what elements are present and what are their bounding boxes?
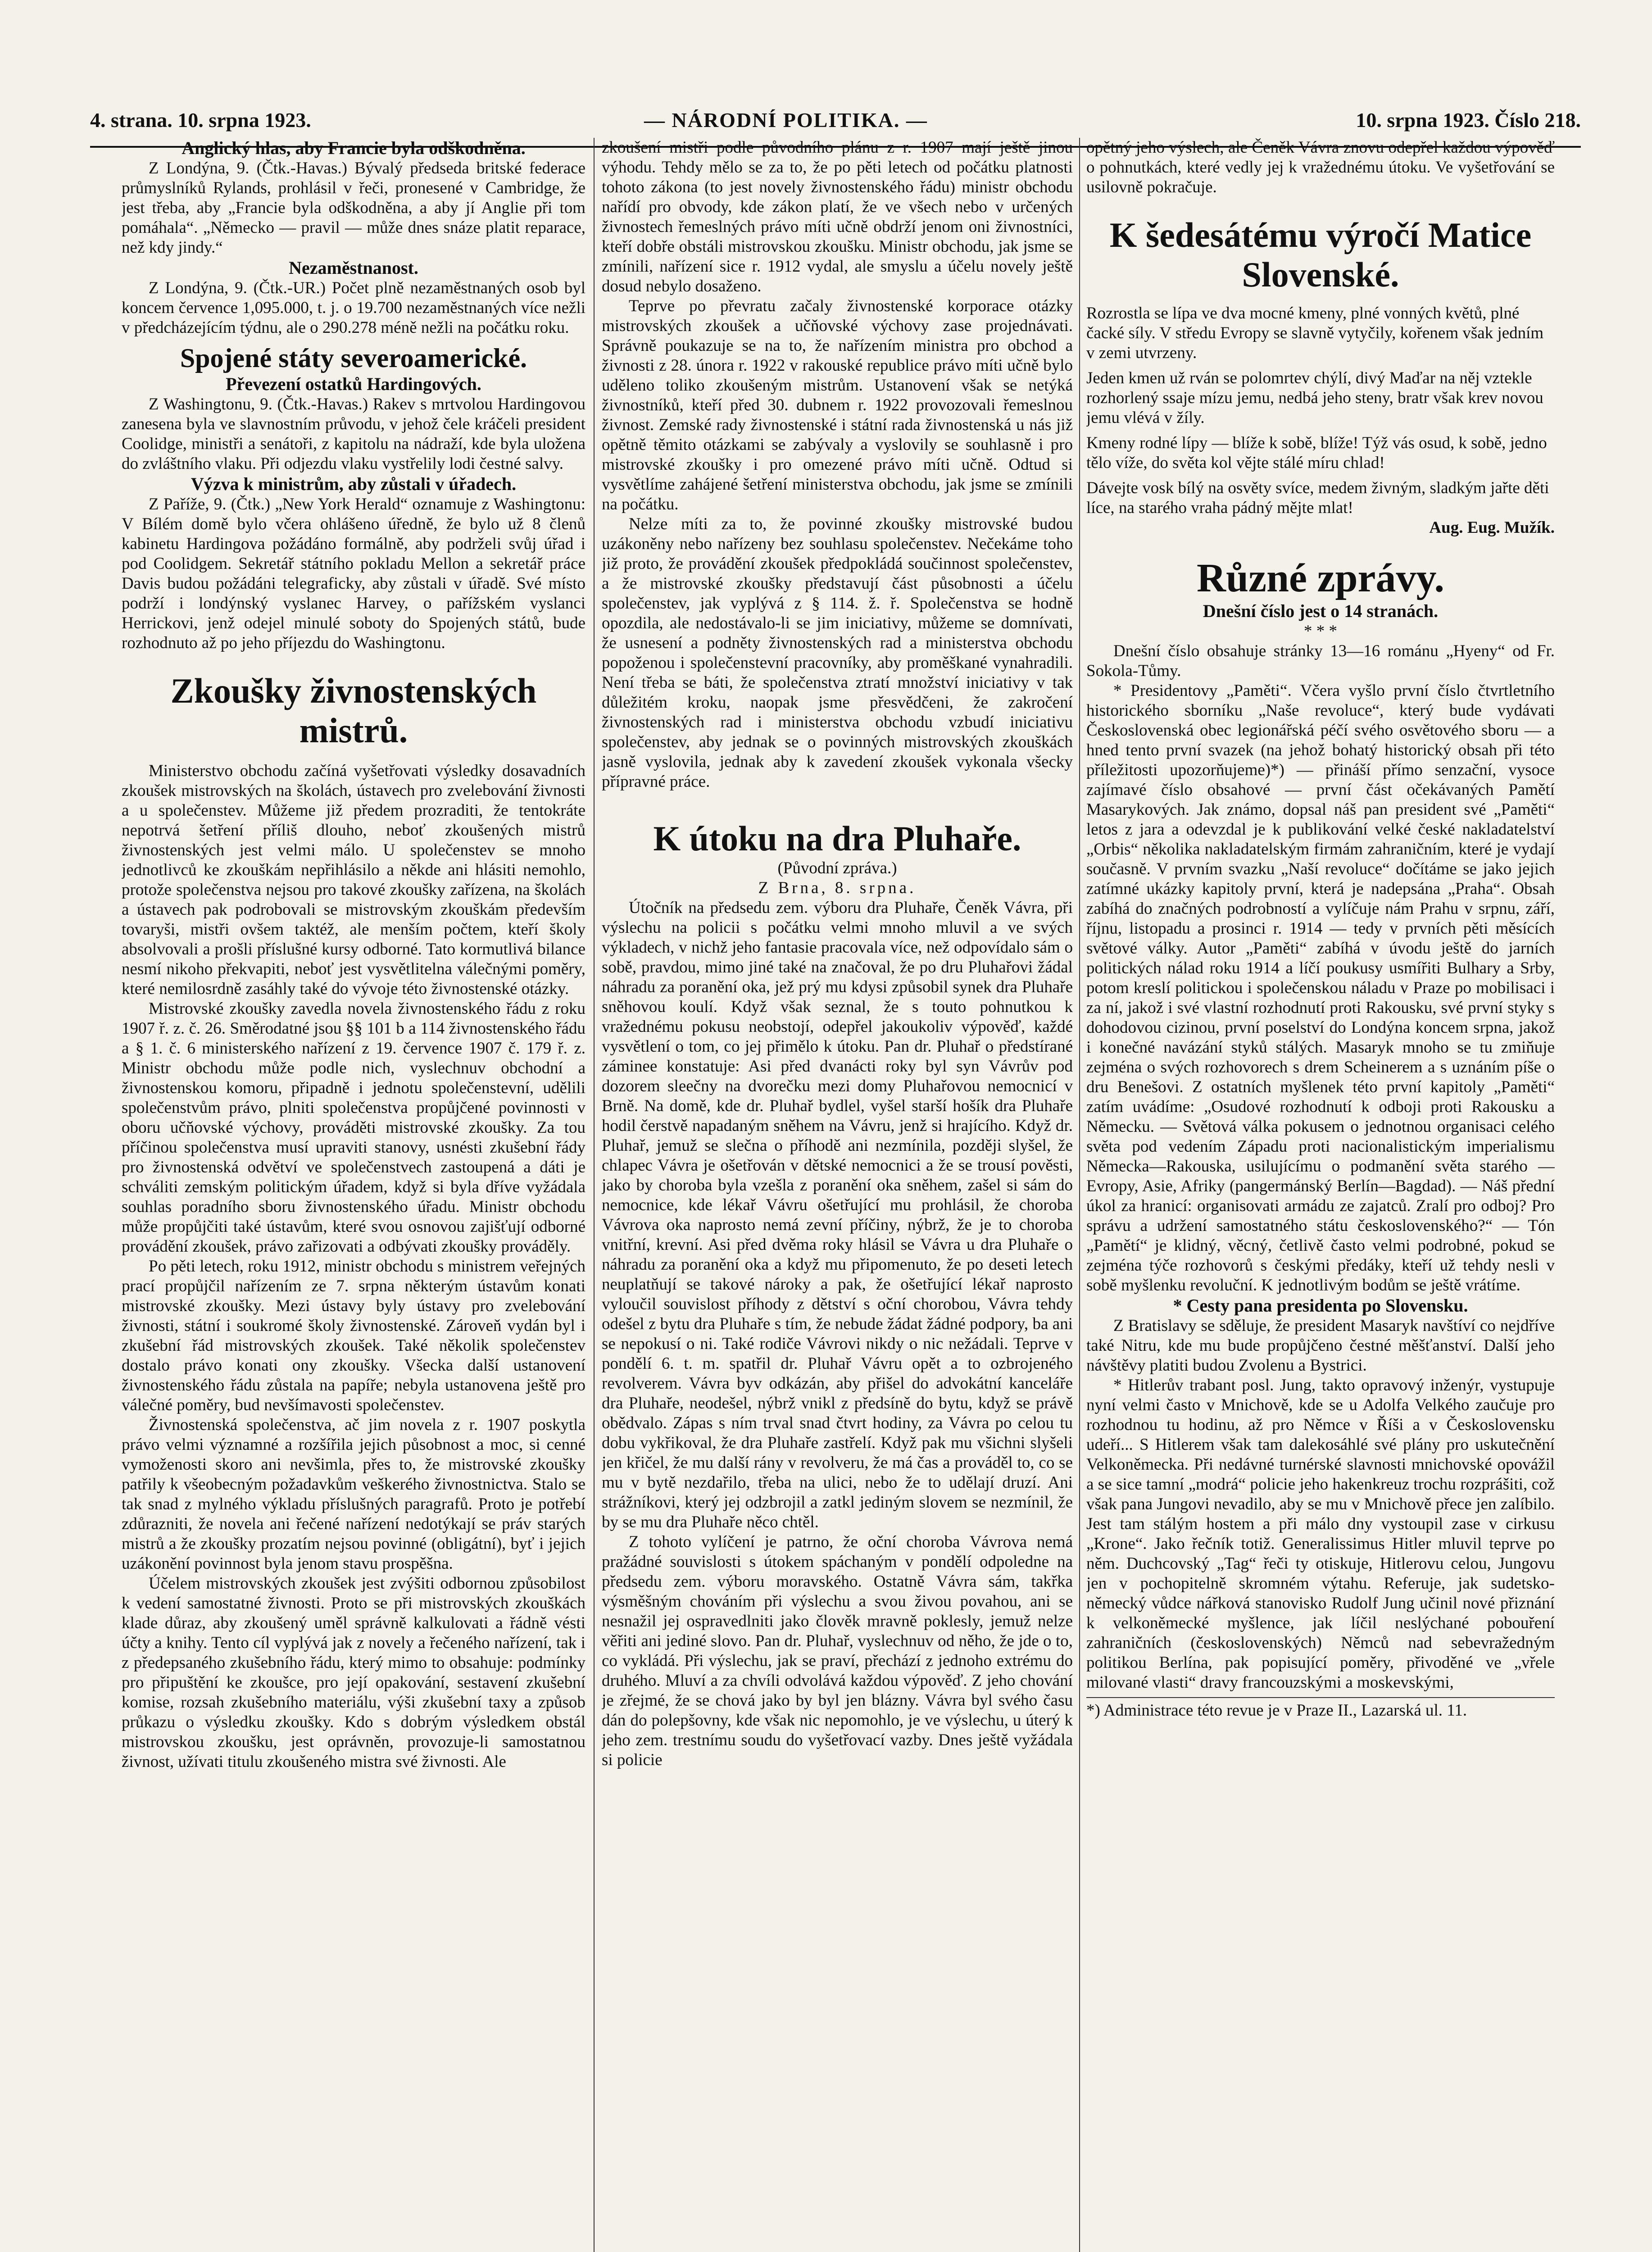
column-3 — [1086, 138, 1555, 2252]
header-left: 4. strana. 10. srpna 1923. — [90, 109, 311, 132]
article-text: * Presidentovy „Paměti“. Včera vyšlo první číslo čtvrtletního historického sborníku „Naše revoluce“, který bude vydávati Československá obec legionářská péčí svého osvětového sboru — a hned tento první svazek (na jehož bohatý historický obsah při této příležitosti upozorňujeme)*) — přináší přímo senzační, vysoce zajímavé číslo obsahové — první část očekávaných Pamětí Masarykových. Jak známo, dopsal náš pan president své „Paměti“ letos z jara a odevzdal je k publikování velké české nakladatelství „Orbis“ několika nakladatelským firmám zahraničním, které je vydají současně. V prvním svazku „Naší revoluce“ dočítáme se jako jejich zatímné ukázky kapitoly první, která je nadepsána „Praha“. Obsah zabíhá do značných podrobností a vylíčuje nám Prahu v srpnu, září, říjnu, listopadu a prosinci r. 1914 — tedy v prvních pěti měsících světové války. Autor „Paměti“ zabíhá v úvodu ještě do jarních politických nálad roku 1914 a líčí poukusy usmířiti Bulhary a Srby, potom kreslí politickou i společenskou náladu v Praze po mobilisaci i za ní, jakož i své vlastní rozhodnutí proti Rakousku, své první styky s dohodovou cizinou, první poselství do Londýna koncem srpna, jakož i konečné navázání styků stálých. Masaryk mnoho se tu zmiňuje zejména o svých rozhovorech s drem Scheinerem a s uznáním píše o dru Benešovi. Z ostatních myšlenek této první kapitoly „Paměti“ zatím uvádíme: „Osudové rozhodnutí k odboji proti Rakousku a Německu. — Světová válka pokusem o jednotnou organisaci celého světa pod vedením Západu proti nacionalistickým imperialismu Německa—Rakouska, usilujícímu o podmanění světa starého — Evropy, Asie, Afriky (pangermánský Berlín—Bagdad). — Náš přední úkol za hranicí: organisovati armádu ze zajatců. Zralí pro odboj? Pro správu a udržení samostatného státu československého?“ — Tón „Pamětí“ je klidný, věcný, četlivě často velmi podrobné, pokud se zejména týče rozhovorů s českými předáky, kteří už tehdy nesli v sobě myšlenku revoluční. K jednotlivým bodům se ještě vrátíme. — [1086, 681, 1555, 1294]
column-2 — [602, 138, 1073, 2252]
article-title: Nezaměstnanost. — [289, 258, 418, 278]
article-text: Teprve po převratu začaly živnostenské korporace otázky mistrovských zkoušek a učňovské výchovy zase projednávati. Správně poukazuje se na to, že nařízením ministra pro obchod a živnosti z 28. února r. 1922 v rakouské republice právo míti učně bylo uděleno toliko zkoušeným mistrům. Ustanovení však se netýká živnostníků, kteří před 30. dubnem r. 1922 provozovali řemeslnou živnost. Zemské rady živnostenské i státní rada živnostenská u nás již opětně těmito otázkami se zabývaly a vyslovily se souhlasně i pro mistrovské zkoušky i pro omezené právo míti učně. Odtud si vysvětlíme zahájené šetření ministerstva obchodu, jak jsme se zmínili na počátku. — [602, 297, 1073, 513]
article-text: Útočník na předsedu zem. výboru dra Pluhaře, Čeněk Vávra, při výslechu na policii s počátku velmi mnoho mluvil a ve svých výkladech, v nichž jeho fantasie pracovala více, než odpovídalo sám o sobě, pravdou, mimo jiné také na značoval, že po dru Pluhařovi žádal náhradu za poranění oka, jež prý mu kdysi způsobil synek dra Pluhaře sněhovou koulí. Když však seznal, že s touto pohnutkou k vražednému pokusu neobstojí, odepřel jakoukoliv výpověď, každé vysvětlení o tom, co jej přimělo k útoku. Pan dr. Pluhař o předstírané záminee konstatuje: Asi před dvanácti roky byl syn Vávrův pod dozorem sleečny na dvorečku mezi domy Pluhařovou nemocnicí v Brně. Na domě, kde dr. Pluhař bydlel, vyšel starší hošík dra Pluhaře hodil čerstvě napadaným sněhem na Vávru, jenž si hrajícího. Když dr. Pluhař, jemuž se slečna o příhodě ani nezmínila, později slyšel, že chlapec Vávra je ošetřován v dětské nemocnici a že se trousí pověsti, jako by choroba byla vzešla z poranění oka sněhem, zašel si sám do nemocnice, kde lékař Vávru ošetřující mu prohlásil, že choroba Vávrova oka naprosto nemá zevní příčiny, nýbrž, že je to choroba vnitřní, krevní. Asi před dvěma roky hlásil se Vávra u dra Pluhaře o náhradu za poranění oka a když mu připomenuto, že po deseti letech neuplatňují se takové nároky a pak, že ošetřující lékař naprosto vyloučil souvislost příhody z dětství s oční chorobou, Vávra tehdy odešel z bytu dra Pluhaře s tím, že nebude žádat žádné podpory, ba ani se nepokusí o ni. Také rodiče Vávrovi nikdy o nic nežádali. Teprve v pondělí 6. t. m. spatřil dr. Pluhař Vávru opět a to ozbrojeného revolverem. Vávra byv odkázán, aby přišel do advokátní kanceláře dra Pluhaře, neodešel, nýbrž vnikl z předsíně do bytu, když se právě obědvalo. Zápas s ním trval snad čtvrt hodiny, za Vávra po celou tu dobu vykřikoval, že dra Pluhaře zastřelí. Když pak mu všichni slyšeli jen křičel, že mu další rány v revolveru, že má čas a prováděl to, co se mu v bytě nezdařilo, třeba na ulici, nebo že to udělají druzí. Ani strážníkovi, který jej odzbrojil a zatkl jediným slovem se nezmínil, že by se mu dra Pluhaře něco chtěl. — [602, 899, 1073, 1531]
poem-stanza: Dávejte vosk bílý na osvěty svíce, medem živným, sladkým jařte děti líce, na starého vraha pádný mějte mlat! — [1086, 479, 1549, 517]
masthead: — NÁRODNÍ POLITIKA. — — [644, 109, 928, 132]
footnote: *) Administrace této revue je v Praze II., Lazarská ul. 11. — [1086, 1697, 1555, 1721]
article-text: Z tohoto vylíčení je patrno, že oční choroba Vávrova nemá pražádné souvislosti s útokem spáchaným v pondělí odpoledne na předsedu zem. výboru moravského. Ostatně Vávra sám, takřka výsměšným chováním při výslechu a svou živou povahou, ani se nesnažil jej ospravedlniti jako člověk mravně poklesly, jemuž nelze věřiti ani jediné slovo. Pan dr. Pluhař, vyslechnuv od něho, že jde o to, co vykládá. Při výslechu, jak se praví, přechází z jednoho extrému do druhého. Mluví a za chvíli odvolává každou výpověď. Z jeho chování je zřejmé, že se chová jako by byl jen blázny. Vávra byl svého času dán do polepšovny, kde však nic nepomohlo, je ve výslechu, u úterý k jeho zem. trestnímu soudu do vyšetřovací vazby. Dnes ještě vyžádala si policie — [602, 1533, 1073, 1769]
article-subtitle: * Cesty pana presidenta po Slovensku. — [1173, 1295, 1468, 1316]
article-text: Dnešní číslo obsahuje stránky 13—16 románu „Hyeny“ od Fr. Sokola-Tůmy. — [1086, 642, 1555, 680]
article-text: opětný jeho výslech, ale Čeněk Vávra znovu odepřel každou výpověď o pohnutkách, které vedly jej k vražednému útoku. Ve vyšetřování se usilovně pokračuje. — [1086, 138, 1555, 196]
poem — [1086, 304, 1555, 538]
article-subtitle: Převezení ostatků Hardingových. — [226, 374, 481, 394]
article-text: Ministerstvo obchodu začíná vyšetřovati výsledky dosavadních zkoušek mistrovských na školách, ústavech pro zvelebování živnosti a u společenstev. Můžeme již předem prozraditi, že tentokráte nepotrvá šetření příliš dlouho, neboť zkoušených mistrů živnostenských jest velmi málo. U společenstev se mnoho jednotlivců ke zkouškám nepřihlásilo a někde ani hlásiti nemohlo, protože společenstva nejsou pro takové zkoušky zařízena, na školách a ústavech pak podrobovali se mistrovským zkouškám především tovaryši, mistři ovšem taktéž, ale menším počtem, kteří školy absolvovali a prošli příslušné kursy odborné. Tato kormutlivá bilance nesmí nikoho překvapiti, neboť jest vysvětlitelna válečnými poměry, které nemilosrdně zasáhly také do vývoje této živnostenské otázky. — [122, 762, 585, 998]
article-title: Spojené státy severoamerické. — [180, 343, 527, 373]
article-title: K útoku na dra Pluhaře. — [653, 819, 1021, 858]
article-text: Z Bratislavy se sděluje, že president Masaryk navštíví co nejdříve také Nitru, kde mu bude propůjčeno čestné měšťanství. Další jeho návštěvy platiti budou Zvolenu a Bystrici. — [1086, 1317, 1555, 1375]
article-text: zkoušení mistři podle původního plánu z r. 1907 mají ještě jinou výhodu. Tehdy mělo se za to, že po pěti letech od počátku platnosti tohoto zákona (to jest novely živnostenského řádu) ministr obchodu nařídí pro obvody, kde zákon platí, že ve všech nebo v určených živnostech řemeslných právo míti učně obdrží jenom oni živnostníci, kteří dobře obstáli mistrovskou zkoušku. Ministr obchodu, jak jsme se zmínili, nařízení sice r. 1912 vydal, ale smyslu a účelu novely ještě dosud nebylo dosaženo. — [602, 138, 1073, 295]
article-title: Anglický hlas, aby Francie byla odškodněna. — [182, 138, 526, 158]
article-text: Z Londýna, 9. (Čtk.-Havas.) Bývalý předseda britské federace průmyslníků Rylands, prohlásil v řeči, pronesené v Cambridge, že jest třeba, aby „Francie byla odškodněna, a aby jí Anglie při tom pomáhala“. „Německo — pravil — může dnes snáze platit reparace, než kdy jindy.“ — [122, 159, 585, 257]
column-rule — [1079, 138, 1080, 2252]
column-rule — [594, 138, 595, 2252]
header-right: 10. srpna 1923. Číslo 218. — [1356, 109, 1581, 132]
poem-stanza: Jeden kmen už rván se polomrtev chýlí, divý Maďar na něj vztekle rozhorlený ssaje mízu jemu, nedbá jeho steny, bratr však krev novou jemu vlévá v žíly. — [1086, 369, 1543, 427]
separator-stars: * * * — [1304, 622, 1337, 640]
article-text: Z Londýna, 9. (Čtk.-UR.) Počet plně nezaměstnaných osob byl koncem července 1,095.000, t. j. o 19.700 nezaměstnaných více nežli v předcházejícím týdnu, ale o 290.278 méně nežli na počátku roku. — [122, 279, 585, 337]
section-title: Různé zprávy. — [1197, 556, 1444, 600]
poem-author: Aug. Eug. Mužík. — [1429, 518, 1555, 537]
article-text: Po pěti letech, roku 1912, ministr obchodu s ministrem veřejných prací propůjčil nařízením ze 7. srpna některým ústavům konati mistrovské zkoušky. Mezi ústavy byly ústavy pro zvelebování živnosti, státní i soukromé školy živnostenské. Zároveň vydán byl i zkušební řád mistrovských zkoušek. Také několik společenstev dostalo právo konati ony zkoušky. Všecka další ustanovení živnostenského řádu zůstala na papíře; nebyla ustanovena ještě pro válečné poměry, bud nevšímavosti společenstev. — [122, 1257, 585, 1414]
dateline: Z Brna, 8. srpna. — [758, 879, 917, 897]
article-text: Z Washingtonu, 9. (Čtk.-Havas.) Rakev s mrtvolou Hardingovou zanesena byla ve slavnostním průvodu, v jehož čele kráčeli president Coolidge, ministři a senátoři, z kapitolu na nádraží, kde byla uložena do zvláštního vlaku. Při odjezdu vlaku vystřelily lodi čestné salvy. — [122, 395, 585, 473]
article-text: Z Paříže, 9. (Čtk.) „New York Herald“ oznamuje z Washingtonu: V Bílém domě bylo včera ohlášeno úředně, že bylo už 8 členů kabinetu Hardingova požádáno formálně, aby podrželi svůj úřad i pod Coolidgem. Sekretář státního pokladu Mellon a sekretář práce Davis budou požádáni telegraficky, aby zůstali v úřadě. Své místo podrží i londýnský vyslanec Harvey, o pařížském vyslanci Herrickovi, jenž odejel minulé soboty do Spojených států, bude rozhodnuto až po jeho příjezdu do Washingtonu. — [122, 495, 585, 652]
article-title: K šedesátému výročí Matice Slovenské. — [1109, 215, 1532, 294]
article-subtitle: Dnešní číslo jest o 14 stranách. — [1203, 601, 1439, 621]
article-text: Živnostenská společenstva, ač jim novela z r. 1907 poskytla právo velmi významné a rozšířila jejich působnost a moc, si cenné vymoženosti skoro ani nevšimla, přes to, že mistrovské zkoušky patřily k všeobecným požadavkům veškerého živnostnictva. Stalo se tak snad z mylného výkladu příslušných paragrafů. Proto je potřebí zdůrazniti, že novela ani řečené nařízení nedotýkají se práv starých mistrů a že zkoušky prozatím nejsou povinné (obligátní), byť i jejich uzákonění povinnost byla jenom stavu prospěšna. — [122, 1416, 585, 1573]
article-text: * Hitlerův trabant posl. Jung, takto opravový inženýr, vystupuje nyní velmi často v Mnichově, kde se u Adolfa Velkého zaučuje pro rozhodnou tu hodinu, až pro Němce v Říši a v Československu udeří... S Hitlerem však tam dalekosáhlé své plány pro uskutečnění Velkoněmecka. Při nedávné turnérské slavnosti mnichovské opovážil a se sice tamní „modrá“ policie jeho hakenkreuz trochu rozprášiti, což však pana Jungovi nevadilo, aby se mu v Mnichově přece jen zalíbilo. Jest tam stálým hostem a při málo dny vystoupil zase v cirkusu „Krone“. Jako řečník totiž. Generalissimus Hitler mluvil teprve po něm. Duchcovský „Tag“ řeči ty otiskuje, Hitlerovu celou, Jungovu jen v pochopitelně skromném výtahu. Referuje, jak sudetsko-německý vůdce nářková stanovisko Rudolf Jung učinil nové přiznání k velkoněmecké myšlence, jak líčil neslýchané pobouření zahraničních (československých) Němců nad sebevražedným politikou Berlína, pak popisující poměry, přivoděné ve „vřele milované vlasti“ dravy francouzskými a moskevskými, — [1086, 1376, 1555, 1692]
article-title: Zkoušky živnostenských mistrů. — [170, 671, 537, 750]
article-subtitle: (Původní zpráva.) — [777, 859, 897, 877]
poem-stanza: Kmeny rodné lípy — blíže k sobě, blíže! Týž vás osud, k sobě, jedno tělo víže, do světa kol vějte stálé míru chlad! — [1086, 434, 1547, 472]
column-1 — [122, 138, 585, 2252]
article-text: Nelze míti za to, že povinné zkoušky mistrovské budou uzákoněny nebo nařízeny bez souhlasu společenstev. Nečekáme toho již proto, že provádění zkoušek předpokládá součinnost společenstev, a že mistrovské zkoušky představují část působnosti a účelu společenstev, jak vyplývá z § 114. ž. ř. Společenstva se hodně opozdila, ale nedostávalo-li se jim iniciativy, můžeme se domnívati, že usnesení a podněty živnostenských rad a ministerstva obchodu popoženou i společenstevní pracovníky, aby proměškané vynahradili. Není třeba se báti, že společenstva ztratí množství iniciativy v tak důležitém kroku, naopak jsme přesvědčeni, že zakročení živnostenských rad i ministerstva obchodu vzbudí iniciativu společenstev, aby jednak se o povinných mistrovských zkouškách jasně vyslovila, jednak aby k zavedení zkoušek vykonala všecky přípravné práce. — [602, 515, 1073, 791]
article-subtitle: Výzva k ministrům, aby zůstali v úřadech. — [191, 474, 517, 494]
article-text: Účelem mistrovských zkoušek jest zvýšiti odbornou způsobilost k vedení samostatné živnosti. Proto se při mistrovských zkouškách klade důraz, aby zkoušený uměl správně kalkulovati a řádně vésti účty a knihy. Tento cíl vyplývá jak z novely a řečeného nařízení, tak i z předepsaného zkušebního řádu, který mimo to obsahuje: podmínky pro připuštění ke zkoušce, pro její opakování, sestavení zkušební komise, rozsah zkušebního materiálu, výši zkušební taxy a způsob průkazu o výsledku zkoušky. Kdo s dobrým výsledkem obstál mistrovskou zkoušku, jest oprávněn, provozuje-li samostatnou živnost, užívati titulu zkoušeného mistra své živnosti. Ale — [122, 1574, 585, 1771]
article-text: Mistrovské zkoušky zavedla novela živnostenského řádu z roku 1907 ř. z. č. 26. Směrodatné jsou §§ 101 b a 114 živnostenského řádu a § 1. č. 6 ministerského nařízení z 19. července 1907 č. 179 ř. z. Ministr obchodu může podle nich, vyslechnuv obchodní a živnostenskou komoru, připadně i jednotu společenstevní, udělili společenstvům právo, plniti společenstva propůjčené povinnosti v oboru učňovské výchovy, prováděti mistrovské zkoušky. Za tou příčinou společenstva musí upraviti stanovy, usnésti zkušební řády pro živnostenská odvětví ve společenstvech zastoupená a dáti je schváliti zemským politickým úřadem, když si byla dříve vyžádala souhlas poradního sboru živnostenského úřadu. Ministr obchodu může propůjčiti také ústavům, které svou osnovou zajišťují odborné provádění zkoušek, právo zařizovati a odbývati zkoušky prováděly. — [122, 999, 585, 1256]
poem-stanza: Rozrostla se lípa ve dva mocné kmeny, plné vonných květů, plné čacké síly. V středu Evropy se slavně vytyčily, kořenem však jedním v zemi utvrzeny. — [1086, 304, 1544, 362]
